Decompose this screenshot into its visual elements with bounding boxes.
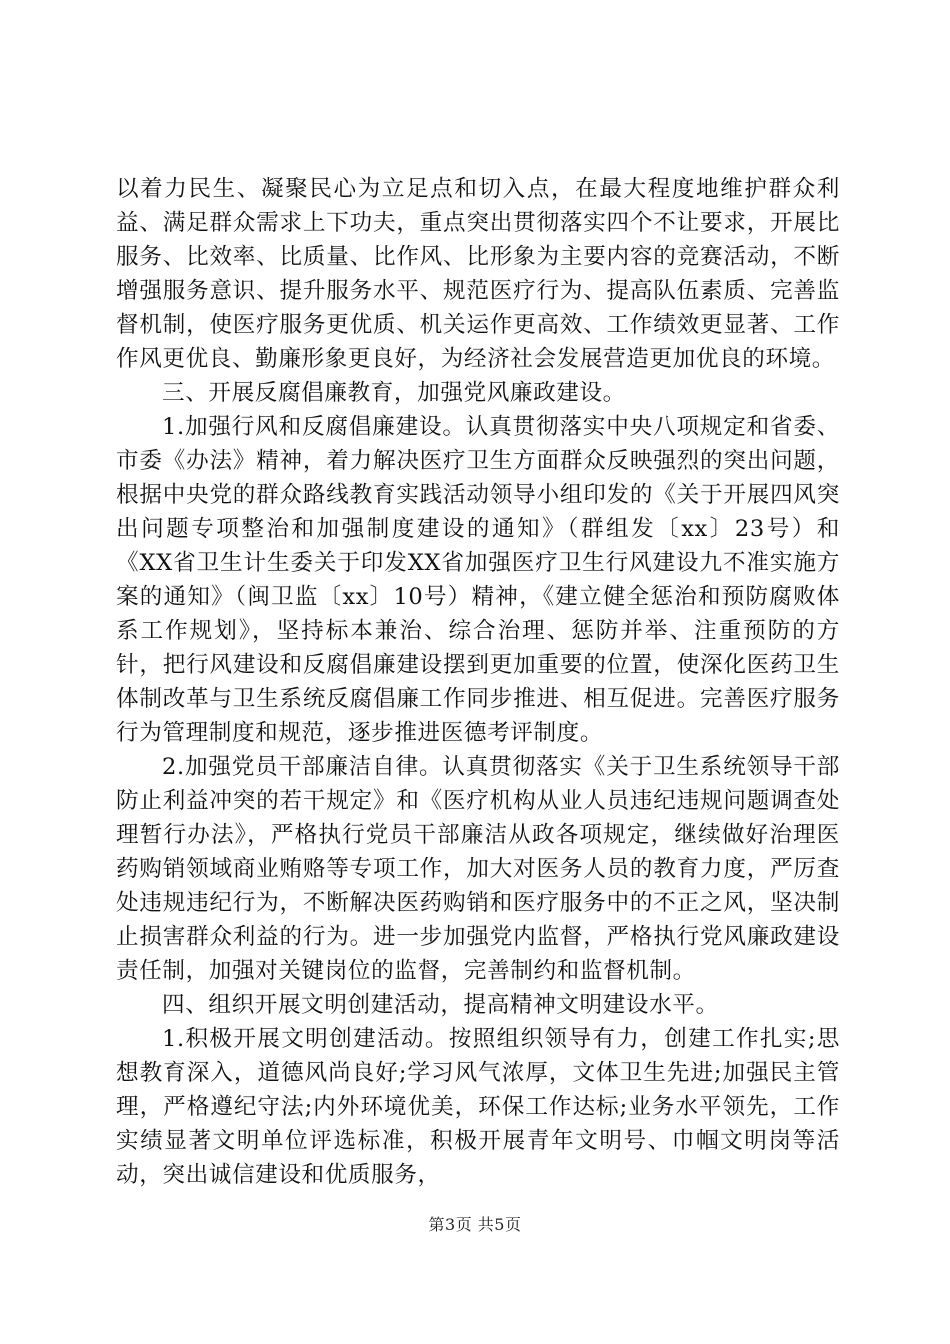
section-heading-4: 四、组织开展文明创建活动，提高精神文明建设水平。 — [162, 992, 719, 1018]
paragraph-3-1: 1.加强行风和反腐倡廉建设。认真贯彻落实中央八项规定和省委、市委《办法》精神，着力解决医疗卫生方面群众反映强烈的突出问题，根据中央党的群众路线教育实践活动领导小组印发的《关于开展四风突出问题专项整治和加强制度建设的通知》（群组发〔xx〕23号）和《XX省卫生计生委关于印发XX省加强医疗卫生行风建设九不准实施方案的通知》（闽卫监〔xx〕10号）精神，《建立健全惩治和预防腐败体系工作规划》，坚持标本兼治、综合治理、惩防并举、注重预防的方针，把行风建设和反腐倡廉建设摆到更加重要的位置，使深化医药卫生体制改革与卫生系统反腐倡廉工作同步推进、相互促进。完善医疗服务行为管理制度和规范，逐步推进医德考评制度。 — [116, 414, 840, 746]
document-body — [116, 172, 840, 1192]
page-number-footer: 第3页 共5页 — [428, 1215, 522, 1234]
paragraph-1: 以着力民生、凝聚民心为立足点和切入点，在最大程度地维护群众利益、满足群众需求上下功夫，重点突出贯彻落实四个不让要求，开展比服务、比效率、比质量、比作风、比形象为主要内容的竞赛活动，不断增强服务意识、提升服务水平、规范医疗行为、提高队伍素质、完善监督机制，使医疗服务更优质、机关运作更高效、工作绩效更显著、工作作风更优良、勤廉形象更良好，为经济社会发展营造更加优良的环境。 — [116, 176, 840, 372]
paragraph-3-2: 2.加强党员干部廉洁自律。认真贯彻落实《关于卫生系统领导干部防止利益冲突的若干规定》和《医疗机构从业人员违纪违规问题调查处理暂行办法》，严格执行党员干部廉洁从政各项规定，继续做好治理医药购销领域商业贿赂等专项工作，加大对医务人员的教育力度，严厉查处违规违纪行为，不断解决医药购销和医疗服务中的不正之风，坚决制止损害群众利益的行为。进一步加强党内监督，严格执行党风廉政建设责任制，加强对关键岗位的监督，完善制约和监督机制。 — [116, 754, 840, 984]
paragraph-4-1: 1.积极开展文明创建活动。按照组织领导有力，创建工作扎实;思想教育深入，道德风尚良好;学习风气浓厚，文体卫生先进;加强民主管理，严格遵纪守法;内外环境优美，环保工作达标;业务水平领先，工作实绩显著文明单位评选标准，积极开展青年文明号、巾帼文明岗等活动，突出诚信建设和优质服务， — [116, 1026, 840, 1188]
section-heading-3: 三、开展反腐倡廉教育，加强党风廉政建设。 — [162, 380, 626, 406]
